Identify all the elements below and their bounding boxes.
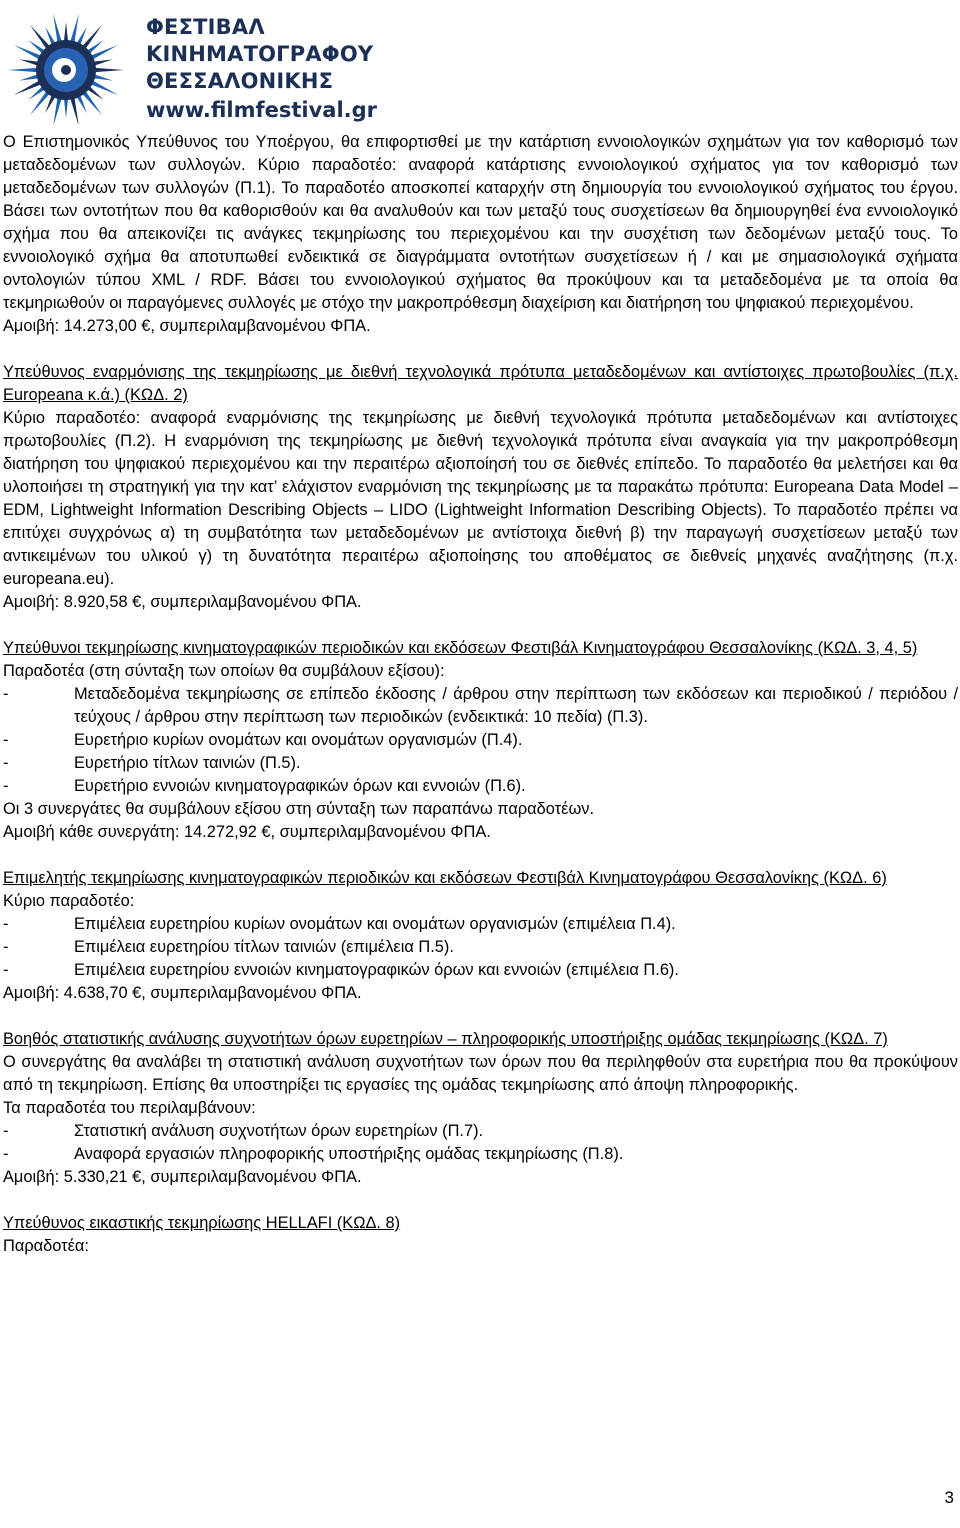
section3-title: Υπεύθυνοι τεκμηρίωσης κινηματογραφικών περιοδικών και εκδόσεων Φεστιβάλ Κινηματογράφου Θεσσαλονίκης (ΚΩΔ. 3, 4, 5): [3, 639, 918, 657]
section1-body: Ο Επιστημονικός Υπεύθυνος του Υποέργου, θα επιφορτισθεί με την κατάρτιση εννοιολογικών σχημάτων για τον καθορισμό των μεταδεδομένων των συλλογών. Κύριο παραδοτέο: αναφορά κατάρτισης εννοιολογικού σχήματος για τον καθορισμό των μεταδεδομένων των συλλογών (Π.1). Το παραδοτέο αποσκοπεί καταρχήν στη δημιουργία του εννοιολογικού σχήματος του έργου. Βάσει των οντοτήτων που θα καθορισθούν και θα αναλυθούν και των μεταξύ τους συσχετίσεων θα δημιουργηθεί ένα εννοιολογικό σχήμα που θα απεικονίζει τις ανάγκες τεκμηρίωσης του περιεχομένου και την συσχέτιση των δεδομένων μεταξύ τους. Το εννοιολογικό σχήμα θα αποτυπωθεί ενδεικτικά σε διαγράμματα οντοτήτων συσχετίσεων ή / και με σημασιολογικά σχήματα οντολογιών τύπου XML / RDF. Βάσει του εννοιολογικού σχήματος θα προκύψουν και τα μεταδεδομένα με τα οποία θα τεκμηριωθούν οι παραγόμενες συλλογές με στόχο την μακροπρόθεσμη διαχείριση και διατήρηση του ψηφιακού περιεχομένου.: [3, 133, 958, 312]
page-number: 3: [944, 1488, 954, 1507]
list-item: - Ευρετήριο εννοιών κινηματογραφικών όρων και εννοιών (Π.6).: [3, 777, 526, 795]
section6-title: Υπεύθυνος εικαστικής τεκμηρίωσης HELLAFI (ΚΩΔ. 8): [3, 1214, 401, 1232]
list-item: - Επιμέλεια ευρετηρίου εννοιών κινηματογραφικών όρων και εννοιών (επιμέλεια Π.6).: [3, 961, 679, 979]
list-item: - Ευρετήριο τίτλων ταινιών (Π.5).: [3, 754, 301, 772]
section5-title: Βοηθός στατιστικής ανάλυσης συχνοτήτων όρων ευρετηρίων – πληροφορικής υποστήριξης ομάδας τεκμηρίωσης (ΚΩΔ. 7): [3, 1030, 888, 1048]
section5-fee: Αμοιβή: 5.330,21 €, συμπεριλαμβανομένου ΦΠΑ.: [3, 1168, 362, 1186]
list-item: - Επιμέλεια ευρετηρίου τίτλων ταινιών (επιμέλεια Π.5).: [3, 938, 454, 956]
list-item: - Μεταδεδομένα τεκμηρίωσης σε επίπεδο έκδοσης / άρθρου στην περίπτωση των εκδόσεων και περιοδικού / περιόδου / τεύχους / άρθρου στην περίπτωση των περιοδικών (ενδεικτικά: 10 πεδία) (Π.3).: [3, 685, 958, 726]
list-item: - Ευρετήριο κυρίων ονομάτων και ονομάτων οργανισμών (Π.4).: [3, 731, 523, 749]
logo-url: www.filmfestival.gr: [146, 98, 378, 122]
section3-fee: Αμοιβή κάθε συνεργάτη: 14.272,92 €, συμπεριλαμβανομένου ΦΠΑ.: [3, 823, 491, 841]
logo-line-1: ΦΕΣΤΙΒΑΛ: [146, 15, 265, 39]
festival-header: [8, 6, 408, 124]
section2-fee: Αμοιβή: 8.920,58 €, συμπεριλαμβανομένου ΦΠΑ.: [3, 593, 362, 611]
section5-body: Ο συνεργάτης θα αναλάβει τη στατιστική ανάλυση συχνοτήτων των όρων που θα περιληφθούν στα ευρετήρια που θα προκύψουν από τη τεκμηρίωση. Επίσης θα υποστηρίξει τις εργασίες της ομάδας τεκμηρίωσης από άποψη πληροφορικής.: [3, 1053, 958, 1094]
list-item: - Στατιστική ανάλυση συχνοτήτων όρων ευρετηρίων (Π.7).: [3, 1122, 484, 1140]
section4-fee: Αμοιβή: 4.638,70 €, συμπεριλαμβανομένου ΦΠΑ.: [3, 984, 362, 1002]
section2-title: Υπεύθυνος εναρμόνισης της τεκμηρίωσης με διεθνή τεχνολογικά πρότυπα μεταδεδομένων και αντίστοιχες πρωτοβουλίες (π.χ. Europeana κ.ά.) (ΚΩΔ. 2): [3, 363, 958, 404]
document-body: [3, 131, 958, 1258]
logo-line-2: ΚΙΝΗΜΑΤΟΓΡΑΦΟΥ: [146, 42, 374, 66]
festival-logo-text: [146, 14, 377, 123]
list-item: - Αναφορά εργασιών πληροφορικής υποστήριξης ομάδας τεκμηρίωσης (Π.8).: [3, 1145, 624, 1163]
section4-title: Επιμελητής τεκμηρίωσης κινηματογραφικών περιοδικών και εκδόσεων Φεστιβάλ Κινηματογράφου Θεσσαλονίκης (ΚΩΔ. 6): [3, 869, 887, 887]
section6-intro: Παραδοτέα:: [3, 1237, 89, 1255]
festival-logo-icon: [8, 6, 136, 124]
section4-intro: Κύριο παραδοτέο:: [3, 892, 135, 910]
section2-body: Κύριο παραδοτέο: αναφορά εναρμόνισης της τεκμηρίωσης με διεθνή τεχνολογικά πρότυπα μεταδεδομένων και αντίστοιχες πρωτοβουλίες (Π.2). Η εναρμόνιση της τεκμηρίωσης με διεθνή τεχνολογικά πρότυπα είναι αναγκαία για την μακροπρόθεσμη διατήρηση του ψηφιακού περιεχομένου και την περαιτέρω αξιοποίησή του σε διεθνές επίπεδο. Το παραδοτέο θα μελετήσει και θα υλοποιήσει τη στρατηγική για την κατ’ ελάχιστον εναρμόνιση της τεκμηρίωσης με τα παρακάτω πρότυπα: Europeana Data Model – EDM, Lightweight Information Describing Objects – LIDO (Lightweight Information Describing Objects). Το παραδοτέο πρέπει να επιτύχει συγχρόνως α) τη συμβατότητα των μεταδεδομένων με αντίστοιχα διεθνή β) την παραγωγή συσχετίσεων μεταξύ των αντικειμένων του υλικού γ) τη δυνατότητα περαιτέρω αξιοποίησης του αποθέματος σε διεθνείς μηχανές αναζήτησης (π.χ. europeana.eu).: [3, 409, 958, 588]
section1-fee: Αμοιβή: 14.273,00 €, συμπεριλαμβανομένου ΦΠΑ.: [3, 317, 371, 335]
section5-intro: Τα παραδοτέα του περιλαμβάνουν:: [3, 1099, 256, 1117]
section3-note: Οι 3 συνεργάτες θα συμβάλουν εξίσου στη σύνταξη των παραπάνω παραδοτέων.: [3, 800, 594, 818]
list-item: - Επιμέλεια ευρετηρίου κυρίων ονομάτων και ονομάτων οργανισμών (επιμέλεια Π.4).: [3, 915, 676, 933]
section3-intro: Παραδοτέα (στη σύνταξη των οποίων θα συμβάλουν εξίσου):: [3, 662, 445, 680]
logo-line-3: ΘΕΣΣΑΛΟΝΙΚΗΣ: [146, 69, 334, 93]
